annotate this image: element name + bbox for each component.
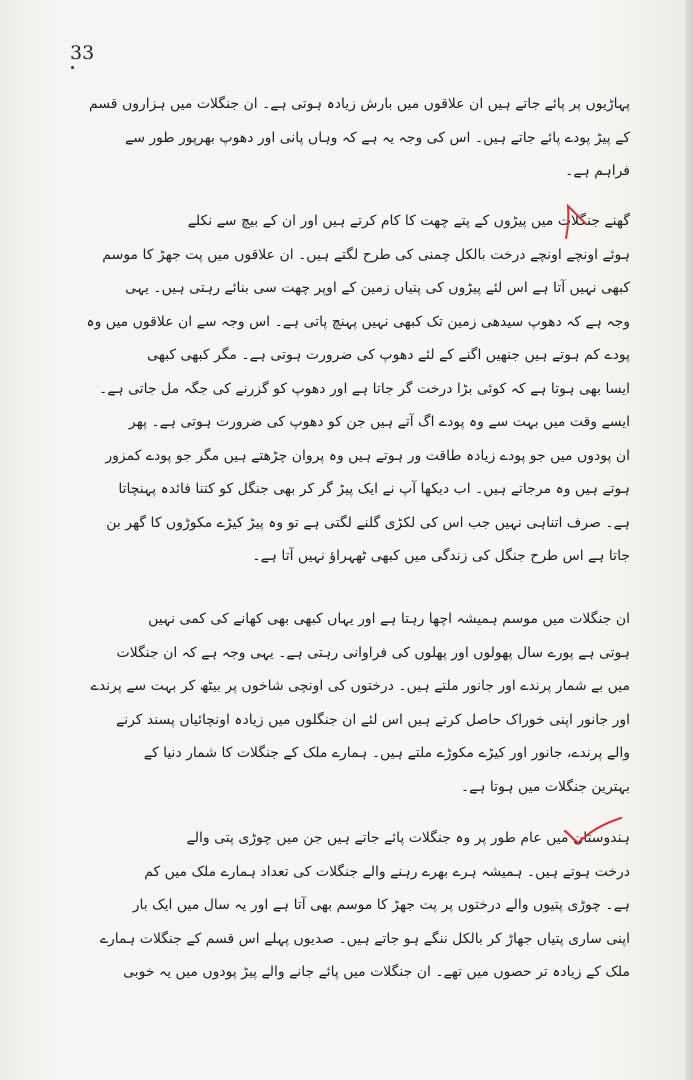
paragraph-line: پہاڑیوں پر پائے جاتے ہیں ان علاقوں میں بارش زیادہ ہوتی ہے۔ ان جنگلات میں ہزاروں قسم xyxy=(89,96,630,112)
paragraph-line: کے پیڑ پودے پائے جاتے ہیں۔ اس کی وجہ یہ ہے کہ وہاں پانی اور دھوپ بھرپور طور سے xyxy=(125,129,630,146)
paragraph-line: ملک کے زیادہ تر حصوں میں تھے۔ ان جنگلات میں پائے جانے والے پیڑ پودوں میں یہ خوبی xyxy=(123,964,630,980)
paragraph-line: اپنی ساری پتیاں جھاڑ کر بالکل ننگے ہو جاتے ہیں۔ صدیوں پہلے اس قسم کے جنگلات ہمارے xyxy=(99,930,630,947)
paragraph-line: ایسا بھی ہوتا ہے کہ کوئی بڑا درخت گر جاتا ہے اور دھوپ کو گزرنے کی جگہ مل جاتی ہے۔ xyxy=(99,380,630,397)
check-mark-icon xyxy=(562,815,624,847)
paragraph-line: ہوئے اونچے اونچے درخت بالکل چمنی کی طرح لگتے ہیں۔ ان علاقوں میں پت جھڑ کا موسم xyxy=(102,246,630,263)
page-number: 33 xyxy=(70,42,95,64)
paragraph-line: وجہ ہے کہ دھوپ سیدھی زمین تک کبھی نہیں پہنچ پاتی ہے۔ اس وجہ سے ان علاقوں میں وہ xyxy=(86,313,630,330)
paragraph-line: پودے کم ہوتے ہیں جنھیں اگنے کے لئے دھوپ کی ضرورت ہوتی ہے۔ مگر کبھی کبھی xyxy=(147,347,630,363)
pen-mark-icon xyxy=(560,200,590,240)
page-spine-shadow xyxy=(685,0,693,1080)
paragraph-line: ہے۔ چوڑی پتیوں والے درختوں پر پت جھڑ کا موسم بھی آتا ہے اور یہ سال میں ایک بار xyxy=(132,897,630,913)
paragraph-4 xyxy=(62,822,630,990)
page-number-dot xyxy=(71,66,74,69)
paragraph-line: ہوتے ہیں وہ مرجاتے ہیں۔ اب دیکھا آپ نے ایک پیڑ گر کر بھی جنگل کو کتنا فائدہ پہنچاتا xyxy=(118,481,630,497)
paragraph-line: اور جانور اپنی خوراک حاصل کرتے ہیں اس لئے ان جنگلوں میں زیادہ اونچائیاں پسند کرنے xyxy=(115,711,630,728)
paragraph-line: گھنے جنگلات میں پیڑوں کے پتے چھت کا کام کرتے ہیں اور ان کے بیچ سے نکلے xyxy=(187,213,630,229)
paragraph-line: بہترین جنگلات میں ہوتا ہے۔ xyxy=(460,778,630,795)
paragraph-line: ہے۔ صرف اتناہی نہیں جب اس کی لکڑی گلنے لگتی ہے تو وہ پیڑ کیڑے مکوڑوں کا گھر بن xyxy=(106,514,630,531)
paragraph-2 xyxy=(62,205,630,574)
paragraph-line: درخت ہوتے ہیں۔ ہمیشہ ہرے بھرے رہنے والے جنگلات کی تعداد ہمارے ملک میں کم xyxy=(144,863,630,880)
paragraph-1 xyxy=(62,88,630,189)
paragraph-line: ایسے وقت میں بہت سے وہ پودے اگ آتے ہیں جن کو دھوپ کی ضرورت ہوتی ہے۔ پھر xyxy=(128,414,630,430)
paragraph-3 xyxy=(62,603,630,804)
paragraph-line: والے پرندے، جانور اور کیڑے مکوڑے ملتے ہیں۔ ہمارے ملک کے جنگلات کا شمار دنیا کے xyxy=(143,745,630,761)
paragraph-line: جاتا ہے اس طرح جنگل کی زندگی میں کبھی ٹھہراؤ نہیں آتا ہے۔ xyxy=(252,548,630,564)
paragraph-line: فراہم ہے۔ xyxy=(565,163,630,179)
paragraph-line: ان پودوں میں جو پودے زیادہ طاقت ور ہوتے ہیں وہ پروان چڑھتے ہیں مگر جو پودے کمزور xyxy=(105,447,630,464)
paragraph-line: ان جنگلات میں موسم ہمیشہ اچھا رہتا ہے اور یہاں کبھی بھی کھانے کی کمی نہیں xyxy=(148,611,630,627)
paragraph-line: کبھی نہیں آتا ہے اس لئے پیڑوں کی پتیاں زمین کے اوپر چھت سی بنائے رہتی ہیں۔ یہی xyxy=(125,280,630,296)
paragraph-line: ہندوستان میں عام طور پر وہ جنگلات پائے جاتے ہیں جن میں چوڑی پتی والے xyxy=(186,830,630,846)
paragraph-line: میں بے شمار پرندے اور جانور ملتے ہیں۔ درختوں کی اونچی شاخوں پر بیٹھ کر بہت سے پرندے xyxy=(90,678,630,694)
paragraph-line: ہوتی ہے پورے سال پھولوں اور پھلوں کی فراوانی رہتی ہے۔ یہی وجہ ہے کہ ان جنگلات xyxy=(116,644,630,661)
